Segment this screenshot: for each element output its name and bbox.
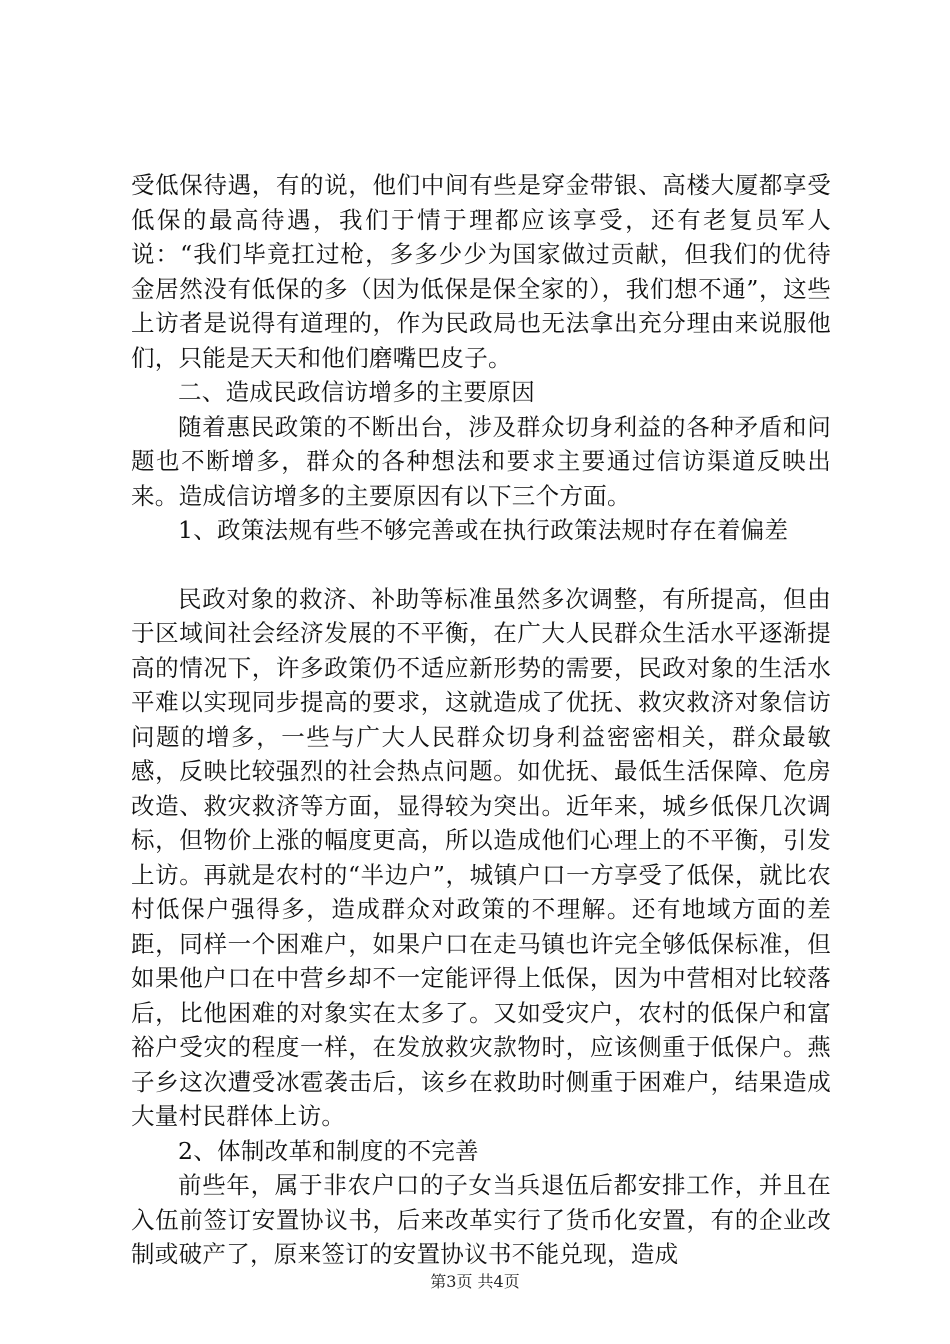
paragraph: 前些年，属于非农户口的子女当兵退伍后都安排工作，并且在入伍前签订安置协议书，后来改革实行了货币化安置，有的企业改制或破产了，原来签订的安置协议书不能兑现，造成: [131, 1171, 831, 1268]
body-text: [131, 168, 831, 1272]
blank-line: [131, 548, 831, 582]
paragraph-continuation: 受低保待遇，有的说，他们中间有些是穿金带银、高楼大厦都享受低保的最高待遇，我们于情于理都应该享受，还有老复员军人说：“我们毕竟扛过枪，多多少少为国家做过贡献，但我们的优待金居然没有低保的多（因为低保是保全家的），我们想不通”，这些上访者是说得有道理的，作为民政局也无法拿出充分理由来说服他们，只能是天天和他们磨嘴巴皮子。: [131, 171, 831, 372]
section-heading: 二、造成民政信访增多的主要原因: [178, 378, 535, 406]
page-number: 第3页 共4页: [430, 1272, 520, 1291]
paragraph: 随着惠民政策的不断出台，涉及群众切身利益的各种矛盾和问题也不断增多，群众的各种想法和要求主要通过信访渠道反映出来。造成信访增多的主要原因有以下三个方面。: [131, 412, 831, 510]
subsection-heading: 2、体制改革和制度的不完善: [178, 1136, 479, 1165]
paragraph: 民政对象的救济、补助等标准虽然多次调整，有所提高，但由于区域间社会经济发展的不平衡，在广大人民群众生活水平逐渐提高的情况下，许多政策仍不适应新形势的需要，民政对象的生活水平难以实现同步提高的要求，这就造成了优抚、救灾救济对象信访问题的增多，一些与广大人民群众切身利益密密相关，群众最敏感，反映比较强烈的社会热点问题。如优抚、最低生活保障、危房改造、救灾救济等方面，显得较为突出。近年来，城乡低保几次调标，但物价上涨的幅度更高，所以造成他们心理上的不平衡，引发上访。再就是农村的“半边户”，城镇户口一方享受了低保，就比农村低保户强得多，造成群众对政策的不理解。还有地域方面的差距，同样一个困难户，如果户口在走马镇也许完全够低保标准，但如果他户口在中营乡却不一定能评得上低保，因为中营相对比较落后，比他困难的对象实在太多了。又如受灾户，农村的低保户和富裕户受灾的程度一样，在发放救灾款物时，应该侧重于低保户。燕子乡这次遭受冰雹袭击后，该乡在救助时侧重于困难户，结果造成大量村民群体上访。: [131, 584, 831, 1130]
subsection-heading: 1、政策法规有些不够完善或在执行政策法规时存在着偏差: [178, 516, 789, 544]
